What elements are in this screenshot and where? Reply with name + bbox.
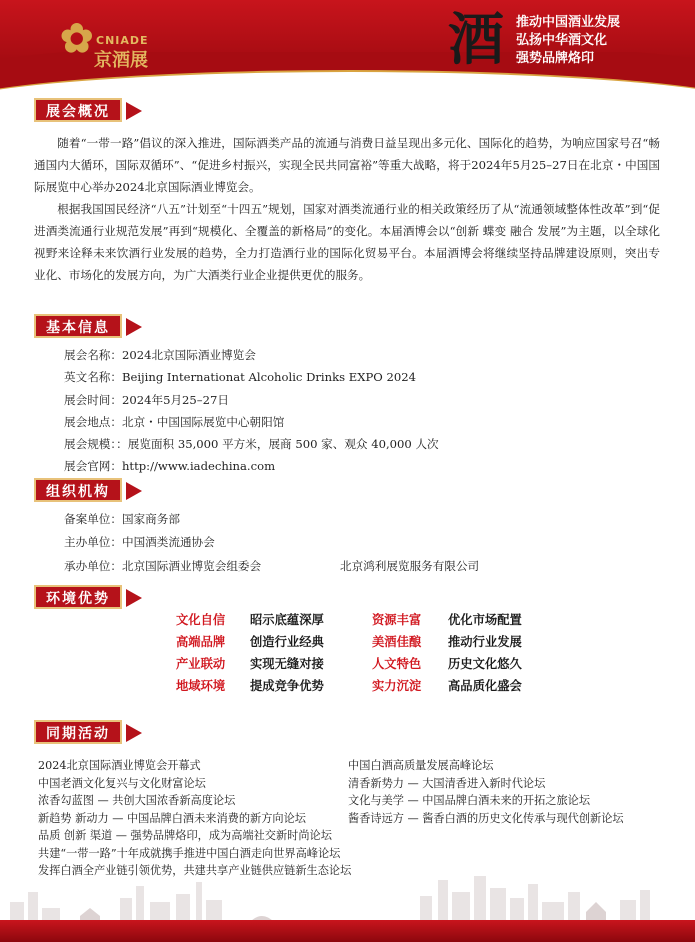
section-title-events: 同期活动: [34, 720, 122, 744]
cniade-logo: [60, 14, 180, 71]
adv-black-1: 昭示底蕴深厚: [250, 613, 324, 627]
adv-black-3: 实现无缝对接: [250, 657, 324, 671]
info-venue: 展会地点：北京・中国国际展览中心朝阳馆: [64, 414, 285, 429]
event-left-4: 新趋势 新动力 — 中国品牌白酒未来消费的新方向论坛: [38, 811, 306, 825]
adv-red2-1: 资源丰富: [372, 613, 422, 627]
section-title-organization: 组织机构: [34, 478, 122, 502]
event-right-1: 中国白酒高质量发展高峰论坛: [348, 759, 494, 772]
bottom-red-band: [0, 920, 695, 942]
org-organizer-2: 北京鸿利展览服务有限公司: [340, 558, 480, 573]
event-right-2: 清香新势力 — 大国清香进入新时代论坛: [348, 776, 546, 790]
section-title-basic-info: 基本信息: [34, 314, 122, 338]
info-date: 展会时间：2024年5月25–27日: [64, 392, 229, 407]
overview-paragraph-2: 根据我国国民经济“八五”计划至“十四五”规划，国家对酒类流通行业的相关政策经历了从“流通领域整体性改革”到“促进酒类流通行业规范发展”再到“规模化、全覆盖的新格局”的变化。本届酒博会以“创新 蝶变 融合 发展”为主题，以全球化视野来诠释未来饮酒行业发展的趋势，全力打造酒行业的国际化贸易平台。本届酒博会将继续坚持品牌建设原则，突出专业化、市场化的发展方向，为广大酒类行业企业提供更优的服务。: [34, 202, 660, 282]
adv-red2-4: 实力沉淀: [372, 679, 422, 693]
adv-black2-1: 优化市场配置: [448, 613, 522, 627]
event-left-3: 浓香勾蓝图 — 共创大国浓香新高度论坛: [38, 794, 236, 807]
adv-red-1: 文化自信: [176, 613, 226, 627]
overview-paragraph-1: 随着“一带一路”倡议的深入推进，国际酒类产品的流通与消费日益呈现出多元化、国际化的趋势，为响应国家号召“畅通国内大循环，国际双循环”、“促进乡村振兴，实现全民共同富裕”等重大战略，将于2024年5月25–27日在北京・中国国际展览中心举办2024北京国际酒业博览会。: [34, 136, 660, 194]
slogan-1: 推动中国酒业发展: [516, 15, 621, 30]
adv-black2-3: 历史文化悠久: [448, 657, 522, 671]
info-name: 展会名称：2024北京国际酒业博览会: [64, 348, 256, 362]
event-left-2: 中国老酒文化复兴与文化财富论坛: [38, 776, 206, 790]
slogans: [516, 14, 620, 68]
calligraphy-jiu: 酒: [448, 7, 504, 73]
info-english-name: 英文名称：Beijing Internationat Alcoholic Drinks EXPO 2024: [64, 370, 416, 385]
adv-red2-2: 美酒佳酿: [372, 635, 422, 649]
event-left-6: 共建“一带一路”十年成就携手推进中国白酒走向世界高峰论坛: [38, 846, 341, 860]
adv-red-2: 高端品牌: [176, 635, 226, 649]
logo-chinese: 京酒展: [94, 50, 148, 71]
section-title-advantages: 环境优势: [34, 585, 122, 609]
section-title-overview: 展会概况: [34, 98, 122, 122]
event-left-7: 发挥白酒全产业链引领优势，共建共享产业链供应链新生态论坛: [38, 864, 352, 877]
adv-black2-4: 高品质化盛会: [448, 679, 522, 693]
adv-black-4: 提成竞争优势: [250, 679, 324, 693]
slogan-2: 弘扬中华酒文化: [516, 33, 608, 48]
logo-english: CNIADE: [96, 34, 149, 47]
org-organizer-row: [64, 555, 480, 578]
event-left-1: 2024北京国际酒业博览会开幕式: [38, 759, 201, 772]
event-right-3: 文化与美学 — 中国品牌白酒未来的开拓之旅论坛: [348, 794, 591, 807]
info-scale: 展会规模：：展览面积 35,000 平方米，展商 500 家、观众 40,000 人次: [64, 437, 439, 452]
basic-info-list: [64, 344, 439, 478]
adv-red-4: 地域环境: [176, 679, 226, 693]
event-left-5: 品质 创新 渠道 — 强势品牌烙印，成为高端社交新时尚论坛: [38, 829, 332, 842]
organization-list: [64, 508, 480, 578]
org-host: 主办单位：中国酒类流通协会: [64, 535, 215, 550]
adv-black-2: 创造行业经典: [250, 635, 324, 649]
adv-red2-3: 人文特色: [372, 657, 422, 671]
adv-red-3: 产业联动: [176, 657, 226, 671]
adv-black2-2: 推动行业发展: [448, 635, 522, 649]
slogan-3: 强势品牌烙印: [516, 51, 595, 66]
info-website[interactable]: 展会官网：http://www.iadechina.com: [64, 459, 276, 474]
logo-emblem-icon: ✿: [60, 15, 94, 62]
org-organizer: 承办单位：北京国际酒业博览会组委会: [64, 558, 262, 573]
event-right-4: 酱香诗远方 — 酱香白酒的历史文化传承与现代创新论坛: [348, 811, 624, 825]
org-record: 备案单位：国家商务部: [64, 512, 180, 526]
